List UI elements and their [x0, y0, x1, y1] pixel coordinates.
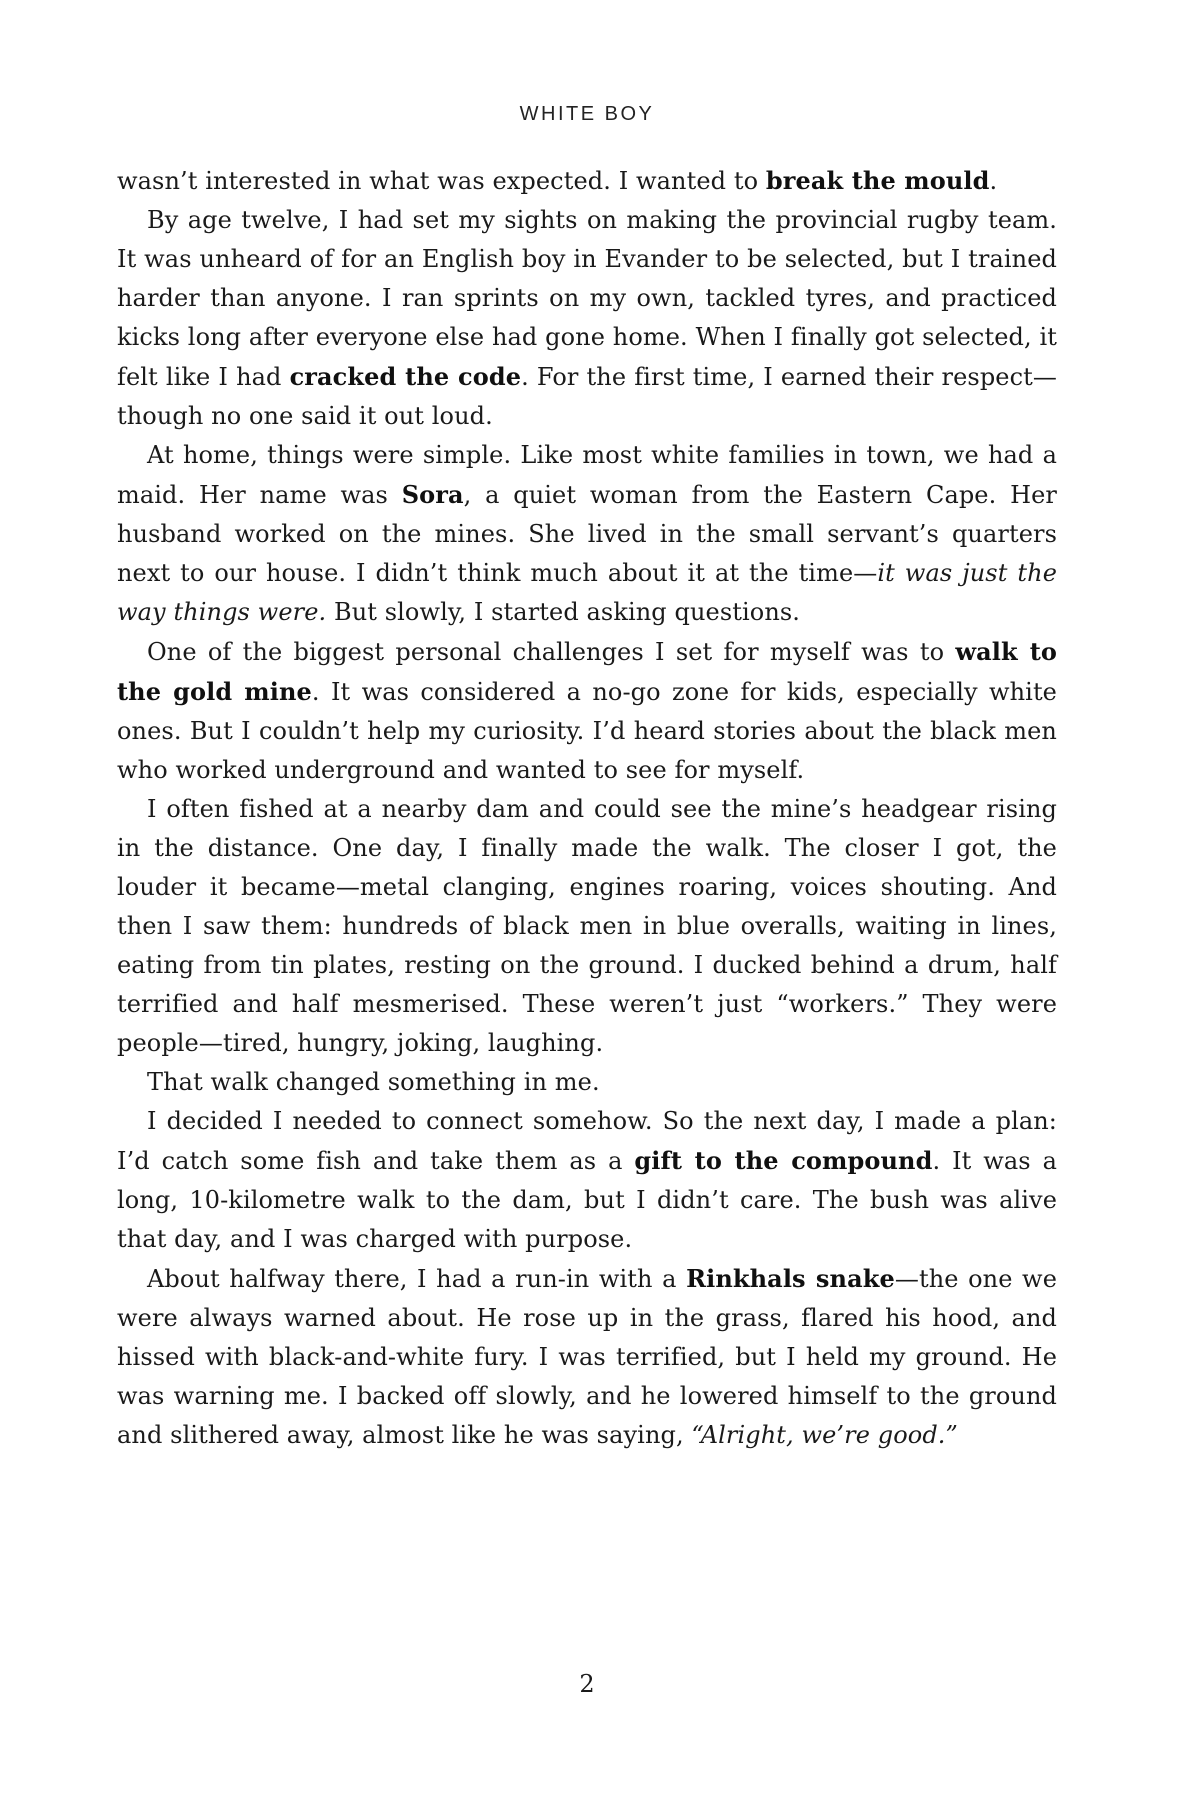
- bold-phrase: walk to the gold mine: [117, 637, 1057, 706]
- bold-phrase: cracked the code: [289, 362, 522, 391]
- paragraph: That walk changed something in me.: [147, 1068, 600, 1096]
- body-text: [117, 161, 1057, 1455]
- italic-phrase: “Alright, we’re good.”: [691, 1421, 958, 1449]
- paragraph: I often fished at a nearby dam and could see the mine’s headgear rising in the distance. One day, I finally made the walk. The closer I got, the louder it became—metal clanging, engines roaring, voices shouting. And then I saw them: hundreds of black men in blue overalls, waiting in lines, eating from tin plates, resting on the ground. I ducked behind a drum, half terrified and half mesmerised. These weren’t just “workers.” They were people—tired, hungry, joking, laughing.: [117, 795, 1057, 1057]
- bold-phrase: Sora: [401, 480, 464, 509]
- page-number: 2: [579, 1670, 595, 1698]
- bold-phrase: Rinkhals snake: [686, 1264, 895, 1293]
- bold-phrase: break the mould: [765, 166, 990, 195]
- running-header: WHITE BOY: [519, 103, 655, 125]
- paragraph: About halfway there, I had a run-in with a Rinkhals snake—the one we were always warned about. He rose up in the grass, flared his hood, and hissed with black-and-white fury. I was terrified, but I held my ground. He was warning me. I backed off slowly, and he lowered himself to the ground and slithered away, almost like he was saying, “Alright, we’re good.”: [117, 1264, 1057, 1449]
- paragraph: By age twelve, I had set my sights on making the provincial rugby team. It was unheard of for an English boy in Evander to be selected, but I trained harder than anyone. I ran sprints on my own, tackled tyres, and practiced kicks long after everyone else had gone home. When I finally got selected, it felt like I had cracked the code. For the first time, I earned their respect—though no one said it out loud.: [117, 206, 1058, 430]
- italic-phrase: it was just the way things were.: [117, 559, 1057, 626]
- paragraph: One of the biggest personal challenges I set for myself was to walk to the gold mine. It was considered a no-go zone for kids, especially white ones. But I couldn’t help my curiosity. I’d heard stories about the black men who worked underground and wanted to see for myself.: [117, 637, 1057, 784]
- paragraph: wasn’t interested in what was expected. I wanted to break the mould.: [117, 166, 998, 195]
- paragraph: At home, things were simple. Like most white families in town, we had a maid. Her name was Sora, a quiet woman from the Eastern Cape. Her husband worked on the mines. She lived in the small servant’s quarters next to our house. I didn’t think much about it at the time—it was just the way things were. But slowly, I started asking questions.: [117, 441, 1057, 626]
- bold-phrase: gift to the compound: [634, 1146, 933, 1175]
- paragraph: I decided I needed to connect somehow. So the next day, I made a plan: I’d catch some fish and take them as a gift to the compound. It was a long, 10-kilometre walk to the dam, but I didn’t care. The bush was alive that day, and I was charged with purpose.: [117, 1107, 1057, 1253]
